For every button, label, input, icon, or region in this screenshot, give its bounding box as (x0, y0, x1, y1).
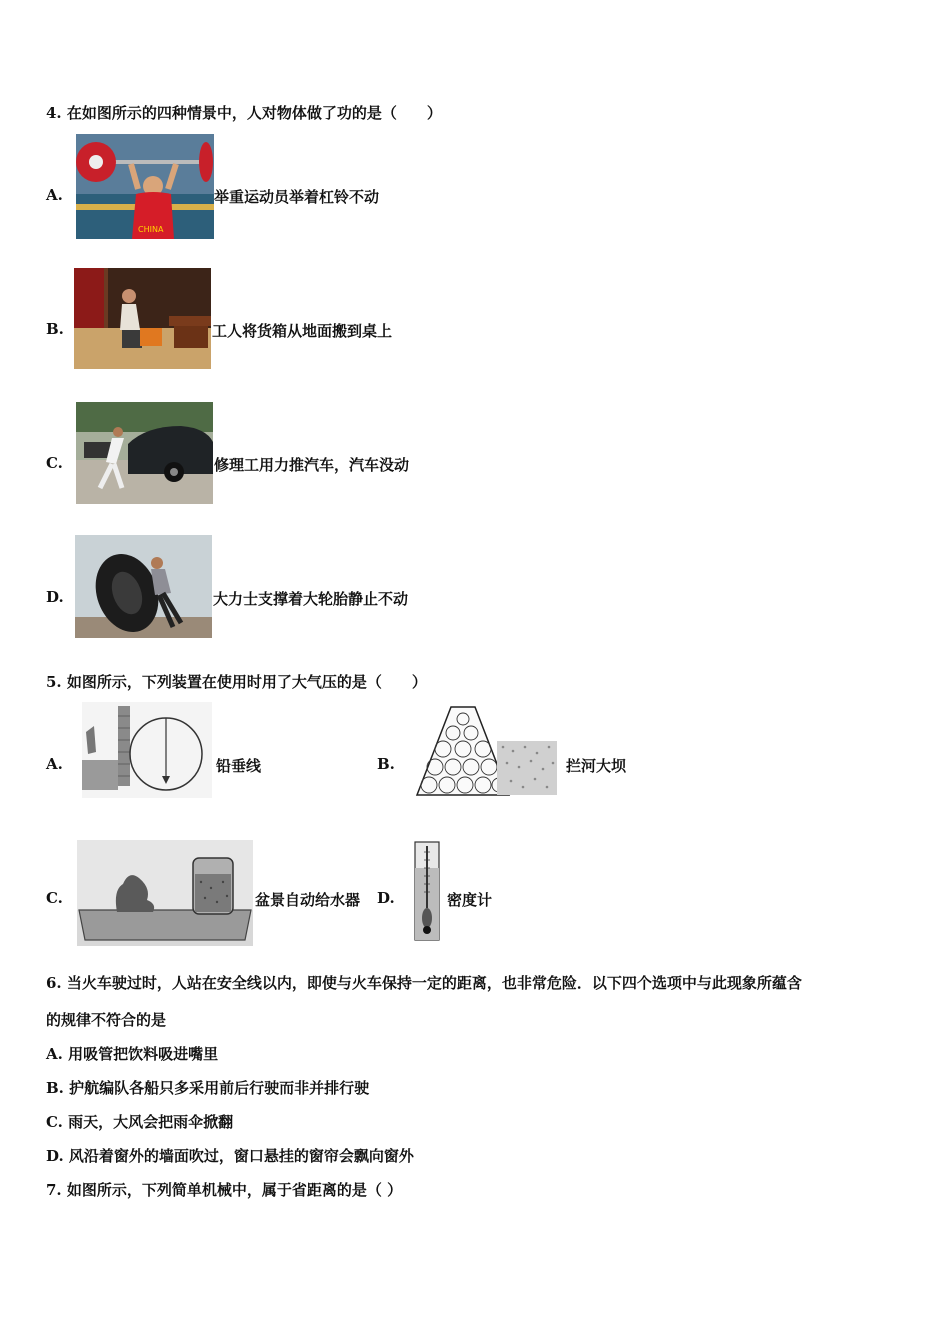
worker-box-photo (74, 268, 211, 369)
q4-option-d-letter: D. (46, 588, 64, 606)
q5-stem: 5. 如图所示，下列装置在使用时用了大气压的是（ ） (46, 673, 427, 691)
plumb-line-figure (82, 702, 212, 798)
q5-option-b-text: 拦河大坝 (566, 757, 627, 775)
weightlifter-photo (76, 134, 214, 239)
q4-option-a-text: 举重运动员举着杠铃不动 (214, 188, 380, 206)
q6-option-a: A. 用吸管把饮料吸进嘴里 (46, 1045, 219, 1063)
q5-option-d-letter: D. (377, 889, 395, 907)
q6-stem-line2: 的规律不符合的是 (46, 1011, 167, 1029)
q4-option-d-text: 大力士支撑着大轮胎静止不动 (213, 590, 409, 608)
push-car-photo (76, 402, 213, 504)
q5-option-a-text: 铅垂线 (216, 757, 262, 775)
q5-option-c-letter: C. (46, 889, 63, 907)
svg-text:CHINA: CHINA (138, 225, 164, 234)
q5-option-b-letter: B. (377, 755, 395, 773)
dam-figure (413, 703, 563, 799)
q6-stem-line1: 6. 当火车驶过时，人站在安全线以内，即使与火车保持一定的距离，也非常危险．以下四个选项中与此现象所蕴含 (46, 974, 802, 992)
q4-option-a-letter: A. (46, 186, 63, 204)
q5-option-d-text: 密度计 (447, 891, 493, 909)
q4-option-b-letter: B. (46, 320, 64, 338)
q6-option-b: B. 护航编队各船只多采用前后行驶而非并排行驶 (46, 1079, 370, 1097)
q6-option-d: D. 风沿着窗外的墙面吹过，窗口悬挂的窗帘会飘向窗外 (46, 1147, 414, 1165)
hydrometer-figure (412, 838, 442, 944)
q7-stem: 7. 如图所示，下列简单机械中，属于省距离的是（ ） (46, 1181, 403, 1199)
q6-option-c: C. 雨天，大风会把雨伞掀翻 (46, 1113, 234, 1131)
q4-stem: 4. 在如图所示的四种情景中，人对物体做了功的是（ ） (46, 104, 442, 122)
q5-option-c-text: 盆景自动给水器 (255, 891, 361, 909)
q4-option-c-text: 修理工用力推汽车，汽车没动 (214, 456, 410, 474)
q5-option-a-letter: A. (46, 755, 63, 773)
q4-option-c-letter: C. (46, 454, 63, 472)
tire-photo (75, 535, 212, 638)
q4-option-b-text: 工人将货箱从地面搬到桌上 (212, 322, 393, 340)
auto-water-figure (77, 840, 253, 946)
